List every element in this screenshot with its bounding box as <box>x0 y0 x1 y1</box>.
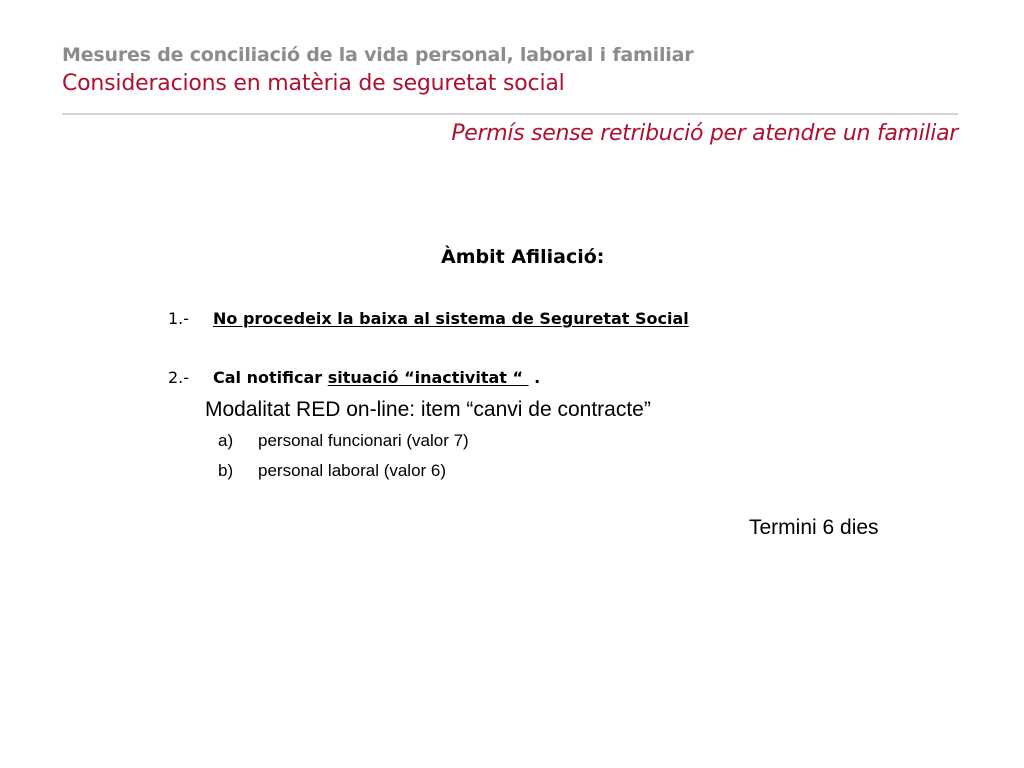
topic-title: Permís sense retribució per atendre un familiar <box>451 121 958 146</box>
deadline-text: Termini 6 dies <box>749 516 879 539</box>
subitem-text-b: personal laboral (valor 6) <box>258 461 447 480</box>
subitem-text-a: personal funcionari (valor 7) <box>258 431 469 450</box>
subitem-letter-a: a) <box>218 431 234 450</box>
item-2-underlined: situació “inactivitat “ <box>327 368 529 387</box>
section-title: Mesures de conciliació de la vida personal, laboral i familiar <box>62 44 694 66</box>
slide-subtitle: Consideracions en matèria de seguretat social <box>62 71 565 96</box>
subitem-letter-b: b) <box>218 461 234 480</box>
item-number-2: 2.- <box>168 368 190 387</box>
content-heading: Àmbit Afiliació: <box>441 246 605 268</box>
item-number-1: 1.- <box>168 309 190 328</box>
item-text-1: No procedeix la baixa al sistema de Seguretat Social <box>213 309 689 328</box>
item-text-2 <box>213 368 540 387</box>
header-divider <box>62 113 958 115</box>
item-2-suffix: . <box>528 368 541 387</box>
modalitat-text: Modalitat RED on-line: item “canvi de contracte” <box>205 398 651 421</box>
item-2-prefix: Cal notificar <box>213 368 328 387</box>
